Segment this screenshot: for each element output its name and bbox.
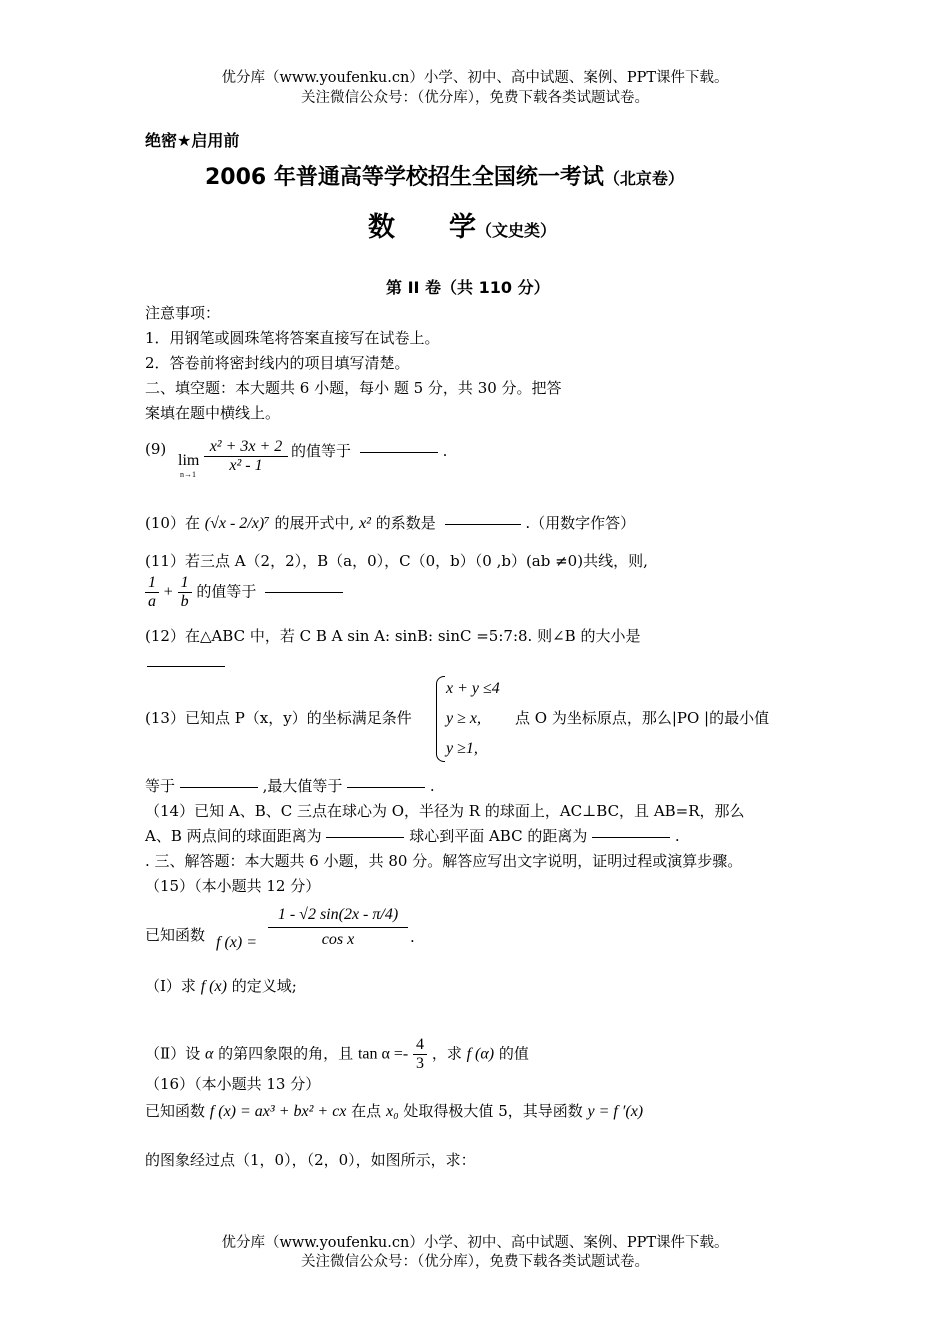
q11-text: 的值等于 (196, 582, 257, 601)
q11-frac2-num: 1 (178, 574, 192, 593)
q9-fraction (204, 438, 288, 475)
q14-line-2 (145, 825, 680, 846)
q15-numerator: 1 - √2 sin(2x - π/4) (268, 906, 408, 928)
q15-part2-b: 的第四象限的角，且 (218, 1044, 354, 1063)
q16-f: f (x) = ax³ + bx² + cx (209, 1103, 347, 1120)
q13-cond-3: y ≥1, (446, 740, 478, 757)
q14-end: . (674, 827, 680, 845)
section2-line-a: 二、填空题：本大题共 6 小题，每小 题 5 分，共 30 分。把答 (145, 379, 562, 397)
q10-text2: 的系数是 (375, 514, 436, 532)
q15-part2-c: ，求 (431, 1044, 462, 1063)
q11-frac1-den: a (148, 593, 156, 610)
q13-line-2 (145, 775, 435, 796)
q15-falpha: f (α) (466, 1045, 495, 1063)
exam-title-main: 2006 年普通高等学校招生全国统一考试 (205, 165, 604, 190)
header-line-2: 关注微信公众号：（优分库），免费下载各类试题试卷。 (301, 90, 649, 106)
q15-tan: tan α =- (357, 1045, 409, 1063)
q15-part2-d: 的值 (498, 1044, 529, 1063)
q9-lim-sub: n→1 (180, 470, 196, 479)
q9-label: (9) (145, 440, 167, 458)
notes-item-2: 2．答卷前将密封线内的项目填写清楚。 (145, 354, 410, 372)
exam-title (205, 160, 684, 191)
q15-head: （15）（本小题共 12 分） (145, 877, 321, 895)
q15-part1-b: 的定义域; (231, 977, 297, 995)
q12-answer (147, 656, 225, 675)
q10-label: (10）在 (145, 514, 200, 532)
q9-end: . (442, 442, 448, 460)
subject-title (368, 205, 556, 244)
q16-deriv: y = f ′(x) (587, 1103, 644, 1120)
q10-text1: 的展开式中, (274, 514, 355, 532)
exam-title-sub: （北京卷） (603, 169, 684, 188)
subject-sub: （文史类） (476, 221, 557, 240)
q13-text1: (13）已知点 P（x，y）的坐标满足条件 (145, 709, 412, 727)
section2-line-b: 案填在题中横线上。 (145, 404, 281, 422)
q15-part1 (145, 975, 297, 996)
secret-mark: 绝密★启用前 (145, 131, 240, 150)
q13-line2a: 等于 (145, 777, 176, 795)
q9-text (291, 440, 447, 461)
subject-main: 数 学 (368, 212, 476, 243)
q10-line (145, 512, 635, 533)
q15-fraction (268, 906, 408, 949)
q9-answer-blank[interactable] (360, 452, 438, 453)
q15-end: . (410, 928, 415, 946)
q9-numerator: x² + 3x + 2 (204, 438, 288, 457)
q16-t2: 处取得极大值 5，其导函数 (403, 1102, 583, 1120)
q15-part1-a: （Ⅰ）求 (145, 977, 196, 995)
q13-cond-2: y ≥ x, (446, 710, 481, 727)
notes-item-1: 1．用钢笔或圆珠笔将答案直接写在试卷上。 (145, 329, 440, 347)
notes-heading: 注意事项： (145, 304, 221, 322)
q9-denominator: x² - 1 (229, 457, 263, 474)
q16-given: 已知函数 (145, 1102, 206, 1120)
q15-alpha: α (204, 1045, 214, 1063)
q13-brace (436, 676, 445, 762)
q11-frac2-den: b (180, 593, 189, 610)
q13-cond-1: x + y ≤4 (446, 680, 500, 697)
part-title: 第 II 卷（共 110 分） (386, 278, 550, 297)
q10-x2: x² (359, 515, 371, 532)
q16-head: （16）（本小题共 13 分） (145, 1075, 321, 1093)
q12-line-1: (12）在△ABC 中，若 C B A sin A: sinB: sinC =5:7:8. 则∠B 的大小是 (145, 627, 641, 645)
q15-denominator: cos x (321, 931, 355, 948)
section3-heading: . 三、解答题：本大题共 6 小题，共 80 分。解答应写出文字说明，证明过程或演算步骤。 (145, 852, 743, 870)
footer-line-2: 关注微信公众号：（优分库），免费下载各类试题试卷。 (301, 1254, 649, 1270)
q11-frac1-num: 1 (145, 574, 159, 593)
q10-expression: (√x - 2/x)⁷ (204, 515, 270, 532)
q15-part1-f: f (x) (200, 978, 227, 995)
q15-tan-num: 4 (413, 1036, 427, 1055)
q11-line-2 (145, 574, 343, 611)
q13-max-blank[interactable] (347, 787, 425, 788)
q15-part2-a: （Ⅱ）设 (145, 1044, 201, 1063)
header-line-1: 优分库（www.youfenku.cn）小学、初中、高中试题、案例、PPT课件下载。 (221, 70, 729, 86)
q16-line-1 (145, 1100, 643, 1121)
q11-plus: + (163, 583, 173, 601)
q14-center-blank[interactable] (592, 837, 670, 838)
q13-text2: 点 O 为坐标原点，那么|PO |的最小值 (515, 709, 770, 727)
q11-line-1: (11）若三点 A（2，2），B（a，0），C（0，b）（0 ,b）(ab ≠0)共线，则, (145, 552, 648, 570)
q14-line-1: （14）已知 A、B、C 三点在球心为 O，半径为 R 的球面上，AC⊥BC，且 AB=R，那么 (145, 802, 745, 820)
footer-line-1: 优分库（www.youfenku.cn）小学、初中、高中试题、案例、PPT课件下载。 (221, 1235, 729, 1251)
q15-f: f (x) = (216, 934, 257, 951)
q13-line2b: ,最大值等于 (262, 777, 343, 795)
q14-distance-blank[interactable] (326, 837, 404, 838)
q10-end: .（用数字作答） (525, 514, 636, 532)
q13-end: . (429, 777, 435, 795)
q15-tan-den: 3 (416, 1055, 425, 1072)
q16-line-2: 的图象经过点（1，0），（2，0），如图所示，求： (145, 1151, 476, 1169)
q14-line2a: A、B 两点间的球面距离为 (145, 827, 322, 845)
q9-text-label: 的值等于 (291, 442, 352, 460)
q16-t1: 在点 (351, 1102, 382, 1120)
q15-part2 (145, 1036, 529, 1073)
q16-x0: x₀ (385, 1103, 399, 1120)
q15-given: 已知函数 (145, 926, 206, 944)
q12-answer-blank[interactable] (147, 666, 225, 667)
q11-answer-blank[interactable] (265, 592, 343, 593)
q9-lim: lim (178, 452, 200, 469)
q13-min-blank[interactable] (180, 787, 258, 788)
q10-answer-blank[interactable] (445, 524, 521, 525)
q14-line2b: 球心到平面 ABC 的距离为 (409, 827, 588, 845)
